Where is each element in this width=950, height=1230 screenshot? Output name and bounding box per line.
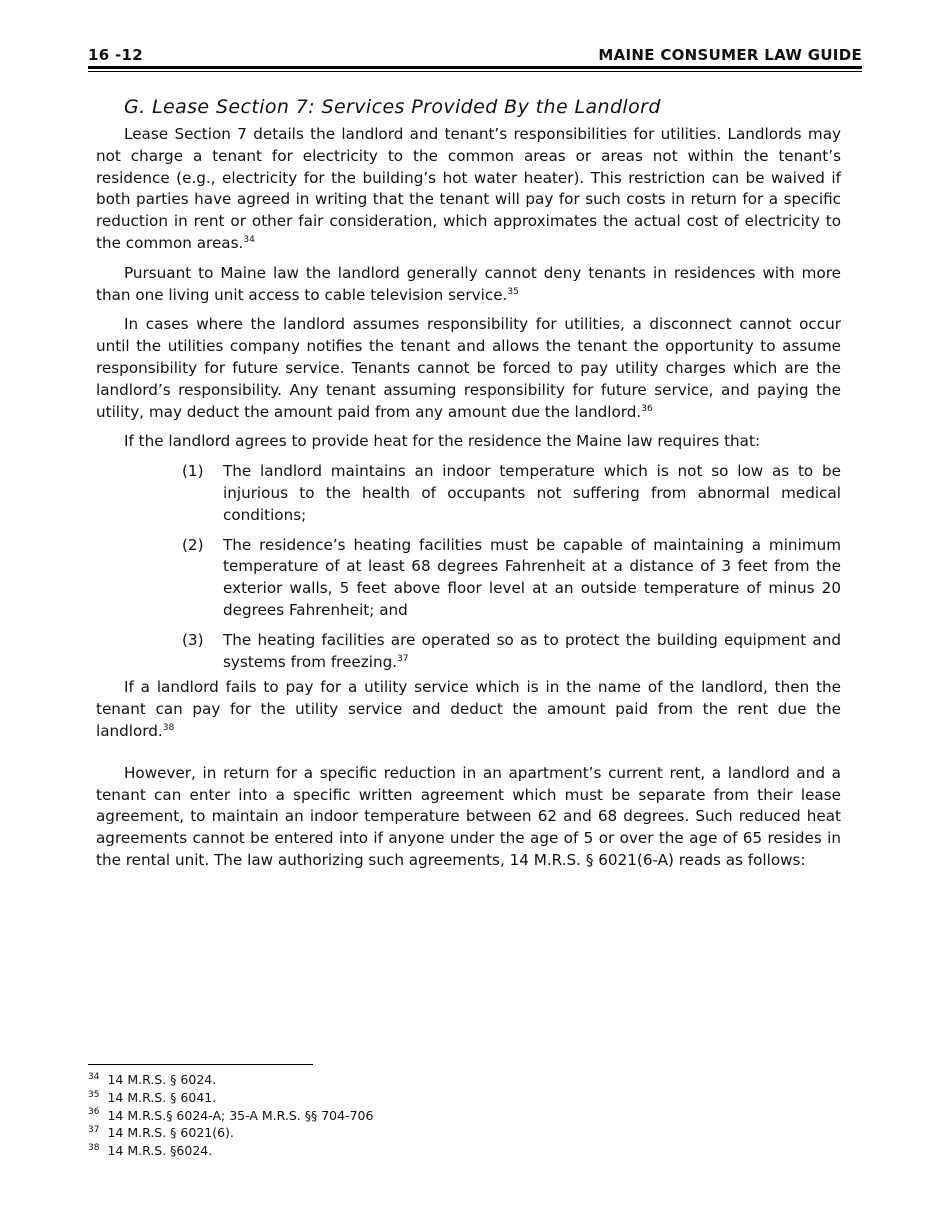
- paragraph-cable: [96, 263, 841, 307]
- footnote-text: 14 M.R.S. § 6041.: [107, 1089, 217, 1105]
- paragraph-text: If the landlord agrees to provide heat for the residence the Maine law requires that:: [124, 432, 761, 451]
- footnote-text: 14 M.R.S. § 6024.: [107, 1072, 217, 1087]
- footnotes: [88, 1071, 688, 1160]
- footnote-ref[interactable]: 34: [243, 234, 255, 245]
- paragraph-text: If a landlord fails to pay for a utility service which is in the name of the landlord, then the tenant can pay for the utility service and deduct the amount paid from the rent due the landlord.: [96, 678, 841, 740]
- requirement-item: [96, 630, 841, 674]
- footnote-text: 14 M.R.S. § 6021(6).: [107, 1125, 234, 1141]
- footnote-number: 35: [88, 1089, 100, 1100]
- paragraph-text: However, in return for a specific reduction in an apartment’s current rent, a landlord and a tenant can enter into a specific written agreement which must be separate from their lease agreement, to maintain an indoor temperature between 62 and 68 degrees. Such reduced heat agreements cannot be entered into if anyone under the age of 5 or over the age of 65 resides in the rental unit. The law authorizing such agreements, 14 M.R.S. § 6021(6-A) reads as follows:: [96, 763, 841, 869]
- footnote-text: 14 M.R.S.§ 6024-A; 35-A M.R.S. §§ 704-706: [107, 1107, 374, 1123]
- page-body: [96, 96, 841, 880]
- footnote-ref[interactable]: 36: [641, 403, 653, 414]
- paragraph-utilities: [96, 124, 841, 255]
- paragraph-text: In cases where the landlord assumes responsibility for utilities, a disconnect cannot occur until the utilities company notifies the tenant and allows the tenant the opportunity to assume responsibility for future service. Tenants cannot be forced to pay utility charges which are the landlord’s responsibility. Any tenant assuming responsibility for future service, and paying the utility, may deduct the amount paid from any amount due the landlord.: [96, 315, 841, 421]
- footnote-ref[interactable]: 37: [397, 653, 409, 664]
- requirement-item: [96, 535, 841, 622]
- footnote-ref[interactable]: 38: [162, 722, 175, 733]
- footnote-separator: [88, 1064, 313, 1065]
- requirement-text: The residence’s heating facilities must be capable of maintaining a minimum temperature of at least 68 degrees Fahrenheit at a distance of 3 feet from the exterior walls, 5 feet above floor level at an outside temperature of minus 20 degrees Fahrenheit; and: [223, 535, 841, 619]
- footnote: [88, 1142, 688, 1160]
- paragraph-reduced-heat: [96, 763, 841, 872]
- footnote: [88, 1107, 688, 1125]
- list-marker: (1): [182, 462, 204, 481]
- page-number: 16 -12: [88, 46, 143, 64]
- list-marker: (3): [182, 630, 204, 649]
- footnote-number: 37: [88, 1125, 100, 1136]
- paragraph-disconnect: [96, 314, 841, 423]
- footnote-text: 14 M.R.S. §6024.: [107, 1143, 213, 1159]
- header-rule-thin: [88, 71, 862, 72]
- requirement-item: [96, 461, 841, 526]
- footnote: [88, 1089, 688, 1107]
- footnote-ref[interactable]: 35: [507, 286, 519, 297]
- header-rule-thick: [88, 66, 862, 69]
- paragraph-text: Pursuant to Maine law the landlord generally cannot deny tenants in residences with more than one living unit access to cable television service.: [96, 263, 841, 304]
- paragraph-heat-intro: [96, 431, 841, 453]
- paragraph-text: Lease Section 7 details the landlord and tenant’s responsibilities for utilities. Landlords may not charge a tenant for electricity to the common areas or areas not within the tenant’s residence (e.g., electricity for the building’s hot water heater). This restriction can be waived if both parties have agreed in writing that the tenant will pay for such costs in return for a specific reduction in rent or other fair consideration, which approximates the actual cost of electricity to the common areas.: [96, 125, 841, 252]
- footnote-number: 36: [88, 1107, 100, 1118]
- footnote: [88, 1071, 688, 1089]
- footnote-number: 38: [88, 1143, 100, 1154]
- paragraph-landlord-fails: [96, 677, 841, 742]
- requirement-text: The heating facilities are operated so as to protect the building equipment and systems from freezing.: [223, 630, 841, 671]
- requirement-text: The landlord maintains an indoor temperature which is not so low as to be injurious to the health of occupants not suffering from abnormal medical conditions;: [223, 462, 841, 524]
- list-marker: (2): [182, 535, 204, 554]
- footnote: [88, 1124, 688, 1142]
- footnote-number: 34: [88, 1071, 100, 1082]
- running-title: MAINE CONSUMER LAW GUIDE: [598, 46, 862, 64]
- section-heading: G. Lease Section 7: Services Provided By the Landlord: [124, 96, 661, 118]
